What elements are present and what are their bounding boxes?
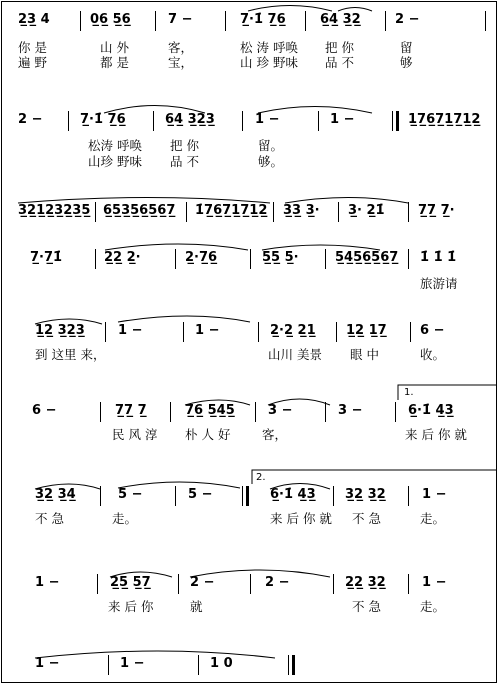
barline [242, 111, 243, 131]
notation-line [0, 656, 500, 676]
lyric: 山珍 野味 [88, 154, 142, 169]
lyric: 松 涛 呼唤 [240, 40, 298, 55]
lyric: 你 是 [18, 40, 47, 55]
measure: 7̲·7̲1̇ [30, 250, 63, 265]
barline [97, 574, 98, 594]
lyric: 不 急 [35, 511, 64, 526]
barline [198, 655, 199, 675]
measure: 1 − [422, 575, 447, 590]
barline [175, 249, 176, 269]
barline [385, 11, 386, 31]
notation-line [0, 12, 500, 32]
barline [325, 402, 326, 422]
measure: 1 − [255, 112, 280, 127]
measure: 6̲5̲3̲5̲6̲5̲6̲7̲ [103, 203, 176, 218]
notation-line [0, 403, 500, 423]
lyric: 留 [400, 40, 413, 55]
measure: 6 − [420, 323, 445, 338]
lyric: 宝， [168, 55, 194, 70]
notation-line [0, 203, 500, 223]
lyric: 山 珍 野味 [240, 55, 298, 70]
final-barline-thick [292, 655, 295, 675]
measure: 2 − [395, 12, 420, 27]
lyric: 民 风 淳 [112, 427, 158, 442]
barline [100, 402, 101, 422]
barline [485, 11, 486, 31]
measure: 6̲·1̇ 4̲3̲ [408, 403, 454, 418]
lyric: 来 后 你 [108, 599, 154, 614]
measure: 1 0 [210, 656, 233, 671]
barline [153, 111, 154, 131]
barline [105, 322, 106, 342]
measure: 5̲5̲ 5̲· [262, 250, 299, 265]
measure: 3̲2̲1̲2̲3̲2̲3̲5̲ [18, 203, 91, 218]
barline [318, 111, 319, 131]
barline [178, 574, 179, 594]
barline [225, 11, 226, 31]
measure: 2 − [190, 575, 215, 590]
measure: 7̲7̲ 7̲ [115, 403, 147, 418]
lyric: 不 急 [352, 599, 381, 614]
lyric: 山川 美景 [268, 347, 322, 362]
barline [333, 486, 334, 506]
measure: 7̲6̲ 5̲4̲5̲ [185, 403, 235, 418]
lyric: 客， [168, 40, 194, 55]
barline [325, 249, 326, 269]
barline [408, 574, 409, 594]
notation-line [0, 487, 500, 507]
measure: 2̲·2̲ 2̲1̲ [270, 323, 316, 338]
lyric: 来 后 你 就 [270, 511, 332, 526]
volta-2-label: 2. [256, 472, 266, 483]
barline [408, 202, 409, 222]
lyric: 品 不 [325, 55, 354, 70]
measure: 1 − [35, 575, 60, 590]
measure: 3 − [338, 403, 363, 418]
measure: 1̲2̲ 3̲2̲3̲ [35, 323, 85, 338]
barline [186, 202, 187, 222]
lyric: 走。 [420, 599, 446, 614]
measure: 1̇7̲6̲7̲1̲7̲1̲2̲ [195, 203, 268, 218]
measure: 3̲2̲ 3̲4̲ [35, 487, 76, 502]
barline [273, 202, 274, 222]
repeat-barline [246, 486, 249, 506]
measure: 3̲2̲ 3̲2̲ [345, 487, 386, 502]
lyric: 都 是 [100, 55, 129, 70]
measure: 2̲2̲ 3̲2̲ [345, 575, 386, 590]
measure: 1̇ 1̇ 1̇ [420, 250, 457, 265]
notation-line [0, 575, 500, 595]
measure: 7̲·1̇ 7̲6̲ [240, 12, 286, 27]
barline [242, 486, 243, 506]
measure: 2̲·7̲6̲ [185, 250, 218, 265]
barline [258, 322, 259, 342]
lyric: 就 [190, 599, 203, 614]
measure: 6 − [32, 403, 57, 418]
notation-line [0, 323, 500, 343]
lyric: 旅游请 [420, 276, 458, 291]
lyric: 留。 [258, 138, 284, 153]
barline [408, 486, 409, 506]
barline [250, 249, 251, 269]
barline [175, 486, 176, 506]
measure: 2̲2̲ 2̲· [104, 250, 141, 265]
barline [410, 322, 411, 342]
lyric: 朴 人 好 [185, 427, 231, 442]
measure: 3̲3̲ 3̲· [283, 203, 320, 218]
barline [80, 11, 81, 31]
volta-1-label: 1. [404, 387, 414, 398]
lyric: 客， [262, 427, 288, 442]
lyric: 走。 [112, 511, 138, 526]
barline [170, 402, 171, 422]
barline [395, 402, 396, 422]
lyric: 走。 [420, 511, 446, 526]
measure: 2̲3̲ 4 [18, 12, 50, 27]
measure: 7 − [168, 12, 193, 27]
barline [250, 574, 251, 594]
measure: 5̲4̲5̲6̲5̲6̲7̲ [335, 250, 399, 265]
lyric: 够。 [258, 154, 284, 169]
measure: 3 − [268, 403, 293, 418]
barline [255, 402, 256, 422]
measure: 5 − [188, 487, 213, 502]
barline [95, 202, 96, 222]
barline [100, 486, 101, 506]
measure: 1 − [35, 656, 60, 671]
lyric: 收。 [420, 347, 446, 362]
lyric: 来 后 你 就 [405, 427, 467, 442]
barline [155, 11, 156, 31]
measure: 7̲·1̇ 7̲6̲ [80, 112, 126, 127]
final-barline [288, 655, 289, 675]
barline [333, 574, 334, 594]
barline [68, 111, 69, 131]
lyric: 遍 野 [18, 55, 47, 70]
measure: 6̲4̲ 3̲2̲ [320, 12, 361, 27]
measure: 6̲·1̇ 4̲3̲ [270, 487, 316, 502]
lyric: 到 这里 来， [35, 347, 106, 362]
lyric: 把 你 [325, 40, 354, 55]
barline [392, 111, 393, 131]
measure: 1 − [195, 323, 220, 338]
barline [305, 11, 306, 31]
measure: 1 − [118, 323, 143, 338]
barline [95, 249, 96, 269]
measure: 5 − [118, 487, 143, 502]
measure: 1̲7̲6̲7̲1̲7̲1̲2̲ [408, 112, 481, 127]
barline [183, 322, 184, 342]
lyric: 不 急 [352, 511, 381, 526]
barline [408, 249, 409, 269]
notation-line [0, 112, 500, 132]
measure: 1 − [330, 112, 355, 127]
lyric: 品 不 [170, 154, 199, 169]
barline [108, 655, 109, 675]
lyric: 山 外 [100, 40, 129, 55]
measure: 7̲7̲ 7̲· [418, 203, 455, 218]
measure: 1 − [120, 656, 145, 671]
measure: 2 − [18, 112, 43, 127]
measure: 0̲6̲ 5̲6̲ [90, 12, 131, 27]
measure: 2 − [265, 575, 290, 590]
lyric: 眼 中 [350, 347, 379, 362]
measure: 3̲· 2̲1̇ [348, 203, 385, 218]
measure: 2̲5̲ 5̲7̲ [110, 575, 151, 590]
barline [338, 202, 339, 222]
lyric: 够 [400, 55, 413, 70]
lyric: 松涛 呼唤 [88, 138, 142, 153]
measure: 6̲4̲ 3̲2̲3̲ [165, 112, 215, 127]
repeat-barline [396, 111, 399, 131]
measure: 1̲2̲ 1̲7̲ [346, 323, 387, 338]
notation-line [0, 250, 500, 270]
lyric: 把 你 [170, 138, 199, 153]
barline [336, 322, 337, 342]
measure: 1 − [422, 487, 447, 502]
